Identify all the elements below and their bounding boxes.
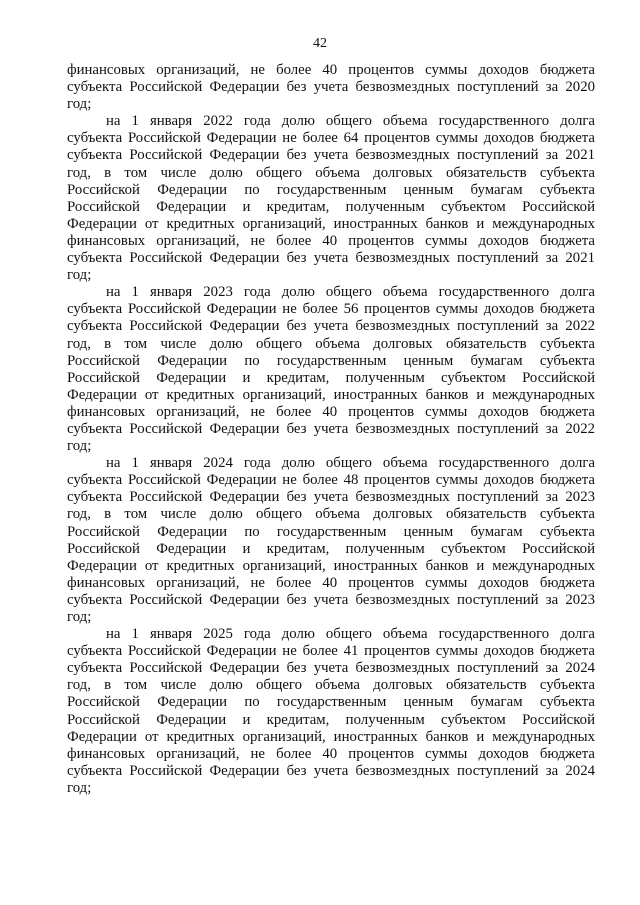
paragraph-line: на 1 января 2022 года долю общего объема государственного долга xyxy=(106,113,595,130)
paragraph-line: на 1 января 2024 года долю общего объема государственного долга xyxy=(106,455,595,472)
paragraph-line: Российской Федерации по государственным ценным бумагам субъекта xyxy=(67,352,595,369)
paragraph-line: субъекта Российской Федерации без учета безвозмездных поступлений за 2021 xyxy=(67,147,595,164)
paragraph-line: Российской Федерации и кредитам, полученным субъектом Российской xyxy=(67,369,595,386)
paragraph-line: Российской Федерации по государственным ценным бумагам субъекта xyxy=(67,523,595,540)
paragraph-line: год, в том числе долю общего объема долговых обязательств субъекта xyxy=(67,506,595,523)
paragraph-line: Российской Федерации и кредитам, полученным субъектом Российской xyxy=(67,198,595,215)
paragraph-line: на 1 января 2025 года долю общего объема государственного долга xyxy=(106,626,595,643)
paragraph-line: субъекта Российской Федерации без учета безвозмездных поступлений за 2022 xyxy=(67,318,595,335)
paragraph-line: на 1 января 2023 года долю общего объема государственного долга xyxy=(106,284,595,301)
paragraph-1 xyxy=(67,62,595,113)
paragraph-line: финансовых организаций, не более 40 процентов суммы доходов бюджета xyxy=(67,232,595,249)
paragraph-line: год; xyxy=(67,779,92,796)
paragraph-line: субъекта Российской Федерации без учета безвозмездных поступлений за 2024 xyxy=(67,762,595,779)
paragraph-5 xyxy=(67,626,595,797)
paragraph-line: финансовых организаций, не более 40 процентов суммы доходов бюджета xyxy=(67,745,595,762)
paragraph-line: субъекта Российской Федерации не более 64 процентов суммы доходов бюджета xyxy=(67,130,595,147)
paragraph-line: финансовых организаций, не более 40 процентов суммы доходов бюджета xyxy=(67,62,595,78)
paragraph-line: субъекта Российской Федерации не более 41 процентов суммы доходов бюджета xyxy=(67,643,595,660)
page-number: 42 xyxy=(313,36,327,51)
paragraph-line: финансовых организаций, не более 40 процентов суммы доходов бюджета xyxy=(67,574,595,591)
paragraph-line: Российской Федерации по государственным ценным бумагам субъекта xyxy=(67,694,595,711)
paragraph-2 xyxy=(67,113,595,284)
paragraph-line: субъекта Российской Федерации без учета безвозмездных поступлений за 2024 xyxy=(67,660,595,677)
paragraph-3 xyxy=(67,284,595,455)
paragraph-line: финансовых организаций, не более 40 процентов суммы доходов бюджета xyxy=(67,403,595,420)
paragraph-line: год, в том числе долю общего объема долговых обязательств субъекта xyxy=(67,164,595,181)
paragraph-line: субъекта Российской Федерации без учета безвозмездных поступлений за 2023 xyxy=(67,591,595,608)
paragraph-line: субъекта Российской Федерации не более 48 процентов суммы доходов бюджета xyxy=(67,472,595,489)
paragraph-line: год; xyxy=(67,438,92,455)
paragraph-line: Федерации от кредитных организаций, иностранных банков и международных xyxy=(67,386,595,403)
paragraph-line: Федерации от кредитных организаций, иностранных банков и международных xyxy=(67,557,595,574)
paragraph-line: год, в том числе долю общего объема долговых обязательств субъекта xyxy=(67,335,595,352)
paragraph-line: субъекта Российской Федерации без учета безвозмездных поступлений за 2020 xyxy=(67,79,595,96)
paragraph-line: год, в том числе долю общего объема долговых обязательств субъекта xyxy=(67,677,595,694)
paragraph-line: Российской Федерации и кредитам, полученным субъектом Российской xyxy=(67,711,595,728)
paragraph-line: Российской Федерации и кредитам, полученным субъектом Российской xyxy=(67,540,595,557)
paragraph-line: субъекта Российской Федерации без учета безвозмездных поступлений за 2021 xyxy=(67,250,595,267)
paragraph-4 xyxy=(67,455,595,626)
document-body xyxy=(67,62,595,797)
paragraph-line: Федерации от кредитных организаций, иностранных банков и международных xyxy=(67,728,595,745)
paragraph-line: год; xyxy=(67,96,92,113)
paragraph-line: субъекта Российской Федерации без учета безвозмездных поступлений за 2023 xyxy=(67,489,595,506)
paragraph-line: Российской Федерации по государственным ценным бумагам субъекта xyxy=(67,181,595,198)
paragraph-line: субъекта Российской Федерации не более 56 процентов суммы доходов бюджета xyxy=(67,301,595,318)
paragraph-line: субъекта Российской Федерации без учета безвозмездных поступлений за 2022 xyxy=(67,420,595,437)
paragraph-line: Федерации от кредитных организаций, иностранных банков и международных xyxy=(67,215,595,232)
paragraph-line: год; xyxy=(67,609,92,625)
paragraph-line: год; xyxy=(67,267,92,284)
